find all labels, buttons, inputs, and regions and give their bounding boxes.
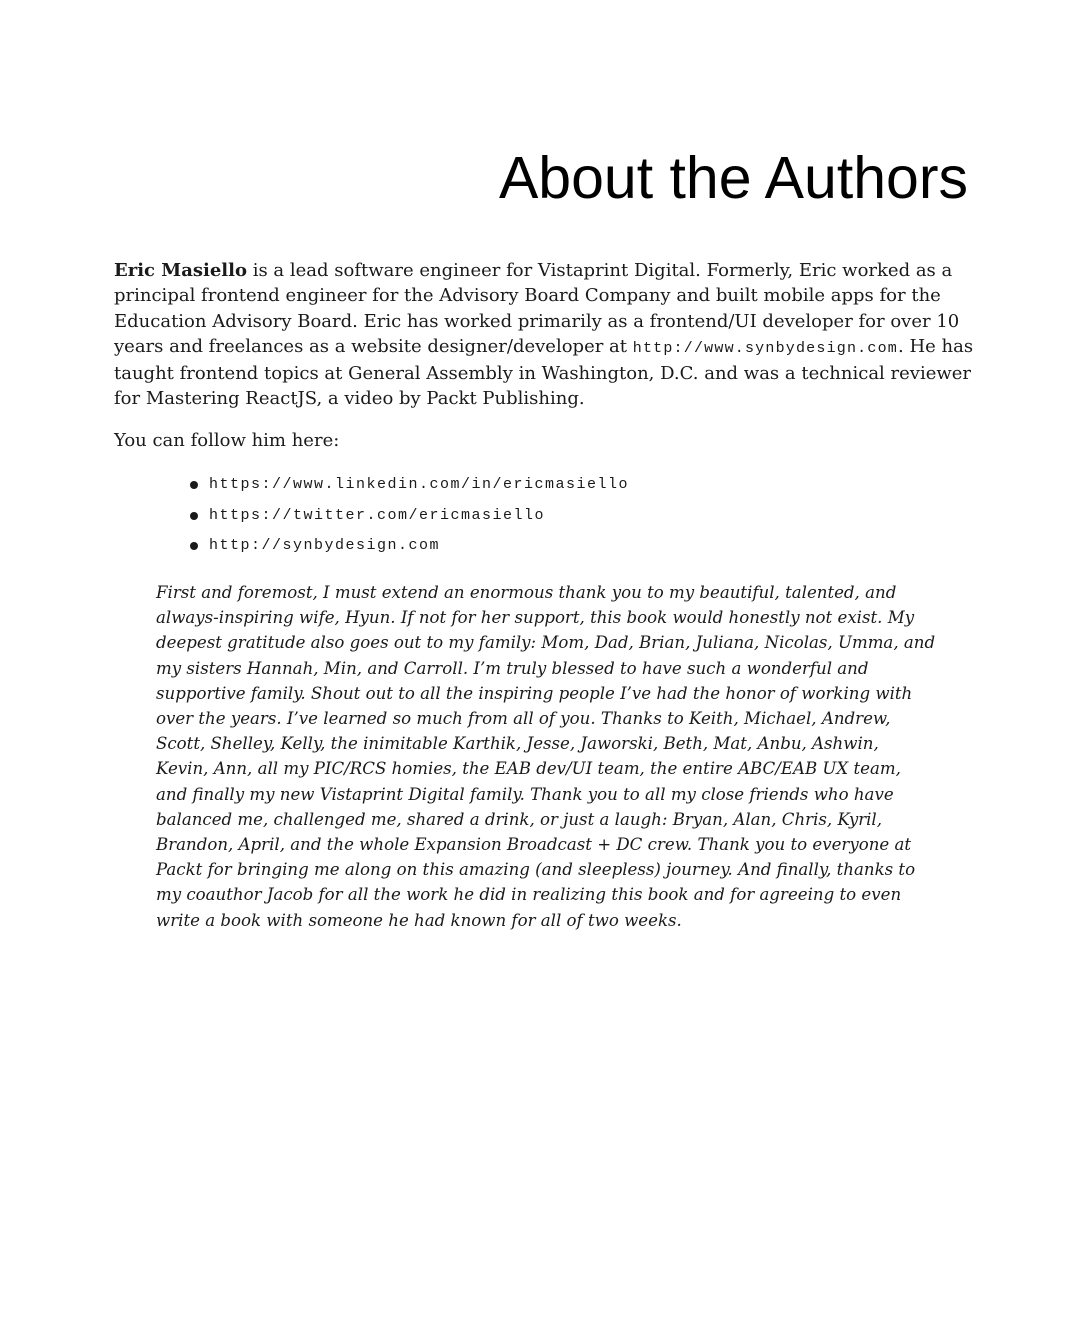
bullet-icon [190, 481, 198, 489]
follow-text: You can follow him here: [114, 430, 340, 451]
link-text[interactable]: https://www.linkedin.com/in/ericmasiello [209, 476, 630, 493]
link-linkedin[interactable] [190, 472, 629, 503]
bio-text-1: is a lead software engineer for Vistaprint Digital. Formerly, Eric worked as a principal frontend engineer for the Advisory Board Company and built mobile apps for the Education Advisory Board. Eric has worked primarily as a frontend/UI developer for over 10 years and freelances as a website designer/developer at [114, 260, 960, 357]
acknowledgment-text: First and foremost, I must extend an enormous thank you to my beautiful, talented, and always-inspiring wife, Hyun. If not for her support, this book would honestly not exist. My deepest gratitude also goes out to my family: Mom, Dad, Brian, Juliana, Nicolas, Umma, and my sisters Hannah, Min, and Carroll. I’m truly blessed to have such a wonderful and supportive family. Shout out to all the inspiring people I’ve had the honor of working with over the years. I’ve learned so much from all of you. Thanks to Keith, Michael, Andrew, Scott, Shelley, Kelly, the inimitable Karthik, Jesse, Jaworski, Beth, Mat, Anbu, Ashwin, Kevin, Ann, all my PIC/RCS homies, the EAB dev/UI team, the entire ABC/EAB UX team, and finally my new Vistaprint Digital family. Thank you to all my close friends who have balanced me, challenged me, shared a drink, or just a laugh: Bryan, Alan, Chris, Kyril, Brandon, April, and the whole Expansion Broadcast + DC crew. Thank you to everyone at Packt for bringing me along on this amazing (and sleepless) journey. And finally, thanks to my coauthor Jacob for all the work he did in realizing this book and for agreeing to even write a book with someone he had known for all of two weeks. [156, 583, 936, 930]
bio-website-link[interactable]: http://www.synbydesign.com [632, 339, 898, 357]
bullet-icon [190, 542, 198, 550]
author-bio [114, 258, 974, 412]
link-text[interactable]: https://twitter.com/ericmasiello [209, 506, 546, 524]
social-links-list [190, 472, 629, 564]
bullet-icon [190, 512, 198, 520]
link-text[interactable]: http://synbydesign.com [209, 537, 441, 554]
link-twitter[interactable] [190, 503, 629, 534]
author-name: Eric Masiello [114, 260, 247, 281]
bio-text-2: . He has taught frontend topics at General Assembly in Washington, D.C. and was a technical reviewer for Mastering ReactJS, a video by Packt Publishing. [114, 335, 974, 410]
page-title: About the Authors [498, 145, 968, 211]
link-website[interactable] [190, 533, 629, 564]
